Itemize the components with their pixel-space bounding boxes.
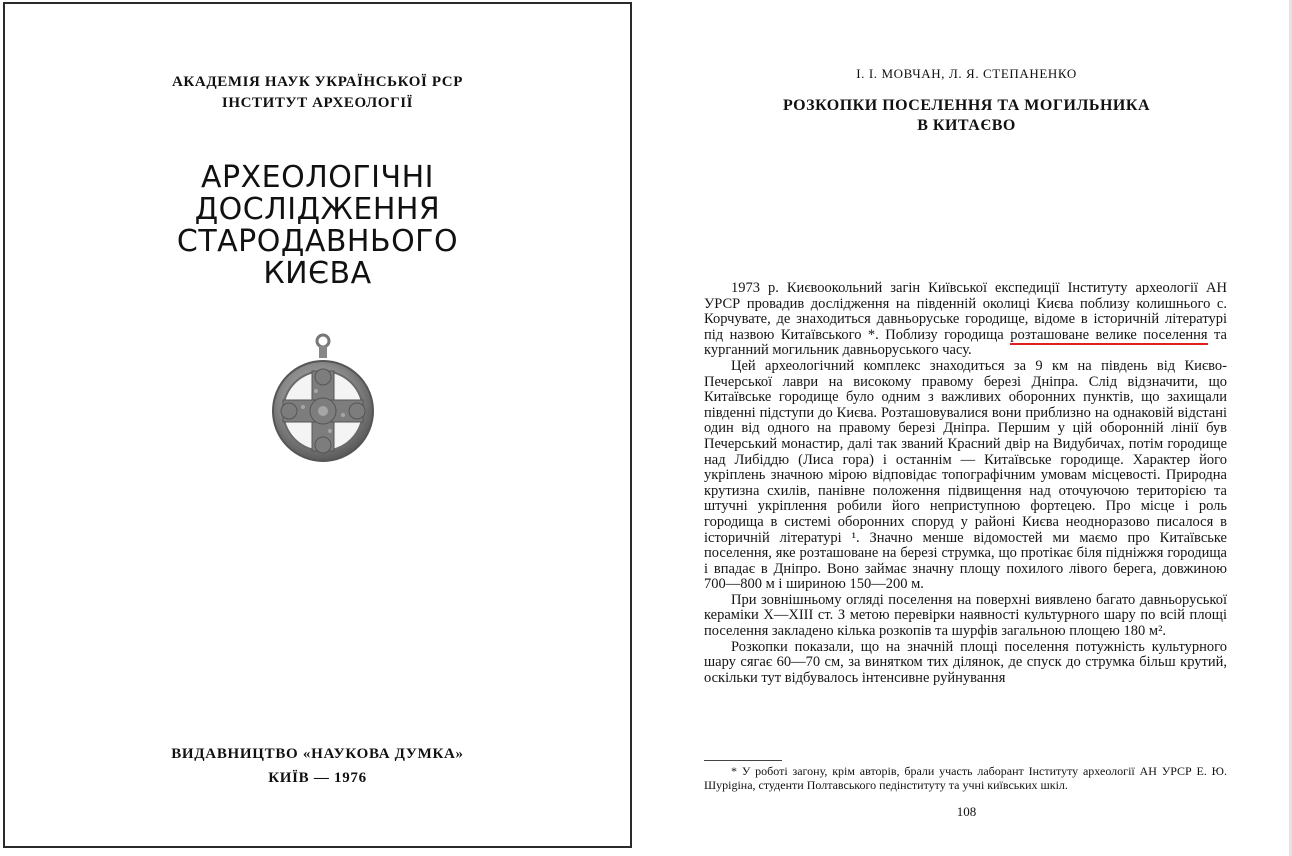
paragraph-text: 1973 р. Києвоокольний загін Київської експедиції Інституту археології АН УРСР провадив дослідження на південній околиці Києва поблизу колишнього с. Корчувате, де знаходиться давньоруське городище, відоме в історичній літературі під назвою Китаївського *. Поблизу городища — [704, 280, 1227, 343]
publisher-block — [5, 742, 630, 790]
article-title-line: РОЗКОПКИ ПОСЕЛЕННЯ ТА МОГИЛЬНИКА — [783, 97, 1150, 114]
institute-name: ІНСТИТУТ АРХЕОЛОГІЇ — [221, 95, 414, 111]
paragraph: Цей археологічний комплекс знаходиться за 9 км на південь від Києво-Печерської лаври на високому правому березі Дніпра. Слід відзначити, що Китаївське городище було одним з важливих оборонних пунктів, що захищали південні підступи до Києва. Розташовувалися вони приблизно на однаковій відстані один від одного на правому березі Дніпра. Першим у цій оборонній лінії був Печерський монастир, далі так званий Красний двір на Видубичах, потім городище над Либіддю (Лиса гора) і останнім — Китаївське городище. Характер його укріплень значною мірою відповідає топографічним умовам місцевості. Природна крутизна схилів, панівне положення підвищення над оточуючою територією та штучні укріплення робили його неприступною фортецею. Про місце і роль городища в системі оборонних споруд у районі Києва неодноразово писалося в історичній літературі ¹. Значно менше відомостей ми маємо про Китаївське поселення, яке розташоване на березі струмка, що протікає біля підніжжя городища і впадає в Дніпро. Воно займає значну площу похилого лівого берега, довжиною 700—800 м і шириною 150—200 м. — [704, 357, 1227, 593]
academy-header — [5, 72, 630, 114]
pendant-illustration — [268, 329, 378, 469]
book-title-line: СТАРОДАВНЬОГО — [176, 224, 459, 259]
book-title-line: АРХЕОЛОГІЧНІ — [200, 160, 435, 195]
footnote-divider — [704, 760, 782, 761]
title-page — [3, 2, 632, 848]
page-number: 108 — [956, 804, 977, 819]
article-title-line: В КИТАЄВО — [917, 117, 1016, 134]
footnote — [704, 764, 1227, 792]
paragraph — [704, 281, 1227, 359]
city-year: КИЇВ — 1976 — [268, 770, 367, 786]
footnote-text: * У роботі загону, крім авторів, брали участь лаборант Інституту археології АН УРСР Е. Ю. Шурigіна, студенти Полтавського педінституту та учні київських шкіл. — [704, 764, 1227, 792]
article-body — [704, 281, 1227, 686]
article-title — [641, 96, 1292, 136]
paragraph: Розкопки показали, що на значній площі поселення потужність культурного шару сягає 60—70 см, за винятком тих ділянок, де спуск до струмка більш крутий, оскільки тут відбувалось інтенсивне руйнування — [704, 638, 1227, 686]
paragraph-text: та курганний могильник давньоруського часу. — [704, 326, 1227, 359]
book-title-line: ДОСЛІДЖЕННЯ — [194, 192, 441, 227]
article-authors: І. І. МОВЧАН, Л. Я. СТЕПАНЕНКО — [856, 66, 1077, 81]
article-page — [641, 0, 1292, 856]
academy-name: АКАДЕМІЯ НАУК УКРАЇНСЬКОЇ РСР — [172, 74, 463, 90]
highlighted-text: розташоване велике поселення — [1010, 326, 1208, 343]
book-title — [5, 162, 630, 290]
book-title-line: КИЄВА — [263, 256, 372, 291]
paragraph: При зовнішньому огляді поселення на поверхні виявлено багато давньоруської кераміки X—XIII ст. З метою перевірки наявності культурного шару по всій площі поселення закладено кілька розкопів та шурфів загальною площею 180 м². — [704, 591, 1227, 640]
publisher-name: ВИДАВНИЦТВО «НАУКОВА ДУМКА» — [171, 746, 464, 762]
